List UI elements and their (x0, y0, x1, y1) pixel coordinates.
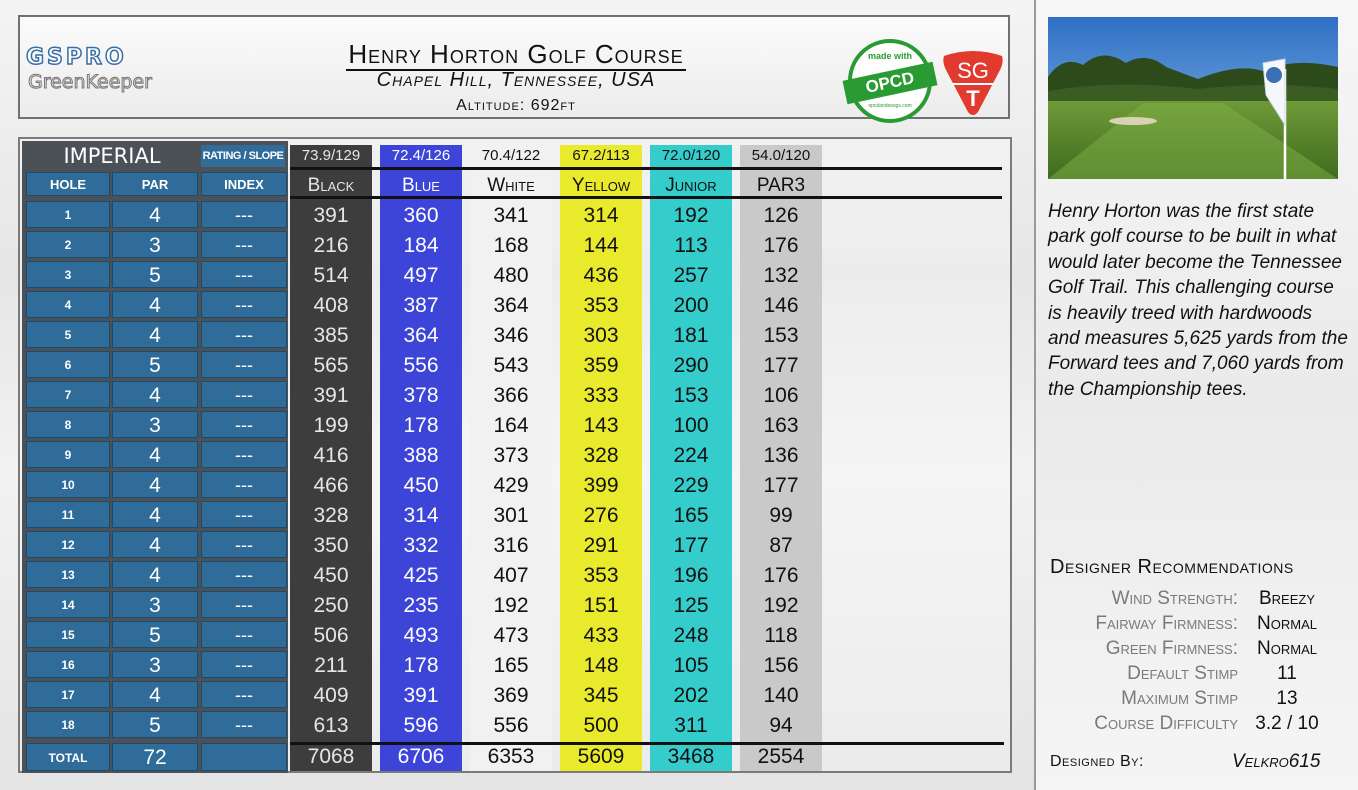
yardage-cell: 556 (403, 354, 439, 377)
yardage-cell: 199 (313, 414, 349, 437)
tee-name: Yellow (571, 175, 631, 196)
yardage-cell: 153 (673, 384, 709, 407)
yardage-cell: 450 (403, 474, 439, 497)
sgt-logo-icon (938, 48, 1008, 118)
yardage-cell: 450 (313, 564, 349, 587)
recommendation-row (1040, 663, 1350, 688)
tee-rating: 54.0/120 (751, 147, 811, 164)
yardage-cell: 276 (583, 504, 619, 527)
index-cell: --- (201, 231, 287, 258)
yardage-cell: 353 (583, 564, 619, 587)
yardage-cell: 248 (673, 624, 709, 647)
yardage-cell: 151 (583, 594, 619, 617)
yardage-cell: 333 (583, 384, 619, 407)
par-cell: 3 (112, 411, 198, 438)
svg-text:T: T (966, 86, 980, 111)
svg-text:SG: SG (957, 58, 989, 83)
par-cell: 4 (112, 201, 198, 228)
hole-header: HOLE (26, 172, 110, 196)
yardage-cell: 387 (403, 294, 439, 317)
yardage-cell: 369 (493, 684, 529, 707)
yardage-cell: 176 (763, 564, 799, 587)
yardage-total: 6353 (487, 745, 535, 768)
hole-cell: 16 (26, 651, 110, 678)
hole-cell: 10 (26, 471, 110, 498)
yardage-cell: 153 (763, 324, 799, 347)
hole-cell: 4 (26, 291, 110, 318)
yardage-cell: 613 (313, 714, 349, 737)
index-cell: --- (201, 471, 287, 498)
yardage-cell: 100 (673, 414, 709, 437)
yardage-cell: 366 (493, 384, 529, 407)
yardage-cell: 385 (313, 324, 349, 347)
yardage-cell: 192 (673, 204, 709, 227)
course-description: Henry Horton was the first state park golf course to be built in what would later become the Tennessee Golf Trail. This challenging course is heavily treed with hardwoods and measures 5,625 yards from the Forward tees and 7,060 yards from the Championship tees. (1048, 201, 1348, 400)
tee-rating: 72.0/120 (661, 147, 721, 164)
index-cell: --- (201, 351, 287, 378)
par-cell: 4 (112, 531, 198, 558)
yardage-total: 5609 (577, 745, 625, 768)
tee-name: PAR3 (756, 175, 806, 196)
recommendation-value: 13 (1276, 688, 1298, 709)
index-cell: --- (201, 651, 287, 678)
yardage-cell: 391 (403, 684, 439, 707)
tee-column-blue (380, 145, 462, 771)
yardage-cell: 192 (763, 594, 799, 617)
yardage-cell: 99 (769, 504, 793, 527)
yardage-cell: 497 (403, 264, 439, 287)
index-cell: --- (201, 501, 287, 528)
yardage-cell: 314 (403, 504, 439, 527)
yardage-cell: 480 (493, 264, 529, 287)
yardage-cell: 314 (583, 204, 619, 227)
par-cell: 5 (112, 261, 198, 288)
tee-rating: 72.4/126 (391, 147, 451, 164)
par-cell: 4 (112, 381, 198, 408)
yardage-cell: 290 (673, 354, 709, 377)
yardage-cell: 378 (403, 384, 439, 407)
yardage-cell: 409 (313, 684, 349, 707)
header-rule-bottom (290, 196, 1002, 199)
yardage-cell: 224 (673, 444, 709, 467)
yardage-cell: 328 (313, 504, 349, 527)
yardage-cell: 543 (493, 354, 529, 377)
gspro-logo: GSPRO (26, 45, 127, 70)
yardage-cell: 140 (763, 684, 799, 707)
yardage-cell: 391 (313, 384, 349, 407)
designer-name: Velkro615 (1232, 751, 1321, 772)
greenkeeper-logo: GreenKeeper (28, 71, 152, 93)
yardage-cell: 87 (769, 534, 793, 557)
tee-column-white (470, 145, 552, 771)
tee-rating: 73.9/129 (301, 147, 361, 164)
yardage-cell: 177 (763, 354, 799, 377)
yardage-cell: 364 (493, 294, 529, 317)
yardage-total: 3468 (667, 745, 715, 768)
yardage-cell: 332 (403, 534, 439, 557)
designed-by-label: Designed By: (1050, 753, 1144, 770)
total-label: TOTAL (26, 743, 110, 771)
yardage-cell: 364 (403, 324, 439, 347)
index-cell: --- (201, 201, 287, 228)
recommendation-label: Green Firmness: (1105, 638, 1238, 659)
par-header: PAR (112, 172, 198, 196)
yardage-cell: 113 (674, 234, 708, 257)
recommendation-label: Wind Strength: (1111, 588, 1238, 609)
index-cell: --- (201, 291, 287, 318)
par-cell: 4 (112, 681, 198, 708)
yardage-cell: 373 (493, 444, 529, 467)
yardage-cell: 106 (763, 384, 799, 407)
yardage-cell: 148 (583, 654, 619, 677)
yardage-cell: 556 (493, 714, 529, 737)
hole-cell: 1 (26, 201, 110, 228)
tee-column-par3 (740, 145, 822, 771)
yardage-cell: 125 (673, 594, 709, 617)
yardage-cell: 311 (674, 714, 708, 737)
yardage-cell: 350 (313, 534, 349, 557)
recommendation-row (1040, 688, 1350, 713)
par-cell: 5 (112, 351, 198, 378)
par-total: 72 (112, 743, 198, 771)
hole-cell: 12 (26, 531, 110, 558)
yardage-cell: 177 (673, 534, 709, 557)
course-location: Chapel Hill, Tennessee, USA (376, 69, 656, 91)
hole-cell: 6 (26, 351, 110, 378)
yardage-cell: 500 (583, 714, 619, 737)
opcd-badge-icon: made with OPCD opcdandeesgs.com (848, 39, 932, 123)
yardage-cell: 143 (583, 414, 619, 437)
total-rule (290, 742, 1004, 745)
hole-cell: 5 (26, 321, 110, 348)
yardage-cell: 353 (583, 294, 619, 317)
index-cell: --- (201, 681, 287, 708)
par-cell: 5 (112, 711, 198, 738)
recommendation-row (1040, 713, 1350, 738)
index-cell: --- (201, 711, 287, 738)
index-cell: --- (201, 381, 287, 408)
yardage-cell: 165 (673, 504, 709, 527)
yardage-cell: 466 (313, 474, 349, 497)
yardage-cell: 178 (403, 414, 439, 437)
yardage-cell: 163 (763, 414, 799, 437)
index-cell: --- (201, 261, 287, 288)
tee-column-black (290, 145, 372, 771)
yardage-cell: 202 (673, 684, 709, 707)
yardage-cell: 596 (403, 714, 439, 737)
yardage-cell: 291 (583, 534, 619, 557)
yardage-cell: 416 (313, 444, 349, 467)
panel-divider (1034, 0, 1036, 790)
index-cell: --- (201, 441, 287, 468)
yardage-cell: 407 (493, 564, 529, 587)
recommendation-label: Fairway Firmness: (1095, 613, 1238, 634)
course-header (18, 15, 1010, 119)
yardage-cell: 184 (403, 234, 439, 257)
yardage-cell: 196 (673, 564, 709, 587)
header-rule-top (290, 167, 1002, 170)
recommendation-value: 3.2 / 10 (1255, 713, 1319, 734)
yardage-cell: 429 (493, 474, 529, 497)
yardage-total: 2554 (757, 745, 805, 768)
yardage-cell: 200 (673, 294, 709, 317)
yardage-cell: 216 (313, 234, 349, 257)
yardage-cell: 425 (403, 564, 439, 587)
hole-cell: 15 (26, 621, 110, 648)
tee-name: Blue (402, 175, 440, 196)
yardage-cell: 301 (493, 504, 529, 527)
yardage-cell: 146 (763, 294, 799, 317)
index-cell: --- (201, 411, 287, 438)
index-cell: --- (201, 591, 287, 618)
yardage-cell: 473 (493, 624, 529, 647)
yardage-cell: 192 (493, 594, 529, 617)
index-cell: --- (201, 321, 287, 348)
index-total (201, 743, 287, 771)
tee-rating: 70.4/122 (481, 147, 541, 164)
index-cell: --- (201, 621, 287, 648)
recommendation-row (1040, 613, 1350, 638)
rating-slope-label: RATING / SLOPE (201, 145, 285, 167)
hole-cell: 14 (26, 591, 110, 618)
yardage-cell: 408 (313, 294, 349, 317)
yardage-cell: 132 (763, 264, 799, 287)
units-label: IMPERIAL (63, 144, 161, 168)
recommendation-label: Maximum Stimp (1121, 688, 1238, 709)
tee-column-junior (650, 145, 732, 771)
yardage-cell: 493 (403, 624, 439, 647)
tee-name: White (487, 175, 535, 196)
par-cell: 4 (112, 291, 198, 318)
yardage-cell: 126 (763, 204, 799, 227)
yardage-cell: 388 (403, 444, 439, 467)
hole-cell: 3 (26, 261, 110, 288)
yardage-total: 7068 (307, 745, 355, 768)
hole-cell: 17 (26, 681, 110, 708)
yardage-cell: 257 (673, 264, 709, 287)
recommendation-value: Normal (1257, 613, 1317, 634)
yardage-cell: 168 (493, 234, 529, 257)
yardage-cell: 105 (673, 654, 709, 677)
yardage-cell: 176 (763, 234, 799, 257)
yardage-cell: 164 (493, 414, 529, 437)
yardage-cell: 165 (493, 654, 529, 677)
yardage-cell: 346 (493, 324, 529, 347)
tee-name: Black (307, 175, 355, 196)
yardage-cell: 303 (583, 324, 619, 347)
hole-cell: 13 (26, 561, 110, 588)
par-cell: 4 (112, 561, 198, 588)
par-cell: 4 (112, 441, 198, 468)
yardage-cell: 391 (313, 204, 349, 227)
hole-cell: 9 (26, 441, 110, 468)
par-cell: 4 (112, 471, 198, 498)
par-cell: 5 (112, 621, 198, 648)
par-cell: 3 (112, 651, 198, 678)
yardage-cell: 345 (583, 684, 619, 707)
par-cell: 4 (112, 501, 198, 528)
yardage-cell: 178 (403, 654, 439, 677)
par-cell: 3 (112, 231, 198, 258)
recommendation-row (1040, 638, 1350, 663)
yardage-cell: 316 (493, 534, 529, 557)
yardage-cell: 250 (313, 594, 349, 617)
recommendation-label: Course Difficulty (1094, 713, 1238, 734)
yardage-total: 6706 (397, 745, 445, 768)
tee-rating: 67.2/113 (572, 147, 630, 164)
yardage-cell: 436 (583, 264, 619, 287)
yardage-cell: 433 (583, 624, 619, 647)
yardage-cell: 399 (583, 474, 619, 497)
yardage-cell: 144 (583, 234, 619, 257)
yardage-cell: 94 (769, 714, 793, 737)
yardage-cell: 156 (763, 654, 799, 677)
yardage-cell: 359 (583, 354, 619, 377)
yardage-cell: 211 (314, 654, 348, 677)
yardage-cell: 360 (403, 204, 439, 227)
tee-name: Junior (665, 175, 717, 196)
hole-cell: 18 (26, 711, 110, 738)
tee-column-yellow (560, 145, 642, 771)
recommendation-label: Default Stimp (1127, 663, 1238, 684)
yardage-cell: 177 (763, 474, 799, 497)
yardage-cell: 118 (764, 624, 798, 647)
recommendation-value: Breezy (1258, 588, 1315, 609)
hole-cell: 11 (26, 501, 110, 528)
yardage-cell: 506 (313, 624, 349, 647)
course-photo (1048, 17, 1338, 179)
yardage-cell: 229 (673, 474, 709, 497)
course-altitude: Altitude: 692ft (456, 97, 576, 114)
yardage-cell: 181 (673, 324, 709, 347)
yardage-cell: 328 (583, 444, 619, 467)
hole-cell: 2 (26, 231, 110, 258)
recommendation-value: Normal (1257, 638, 1317, 659)
scorecard-table (18, 137, 1012, 773)
yardage-cell: 235 (403, 594, 439, 617)
index-header: INDEX (201, 172, 287, 196)
yardage-cell: 514 (313, 264, 349, 287)
par-cell: 4 (112, 321, 198, 348)
yardage-cell: 565 (313, 354, 349, 377)
recommendation-value: 11 (1277, 663, 1297, 684)
yardage-cell: 136 (763, 444, 799, 467)
recommendation-row (1040, 588, 1350, 613)
recommendations-title: Designer Recommendations (1050, 556, 1294, 578)
course-name: Henry Horton Golf Course (348, 39, 684, 69)
hole-cell: 8 (26, 411, 110, 438)
index-cell: --- (201, 531, 287, 558)
yardage-cell: 341 (493, 204, 529, 227)
index-cell: --- (201, 561, 287, 588)
hole-cell: 7 (26, 381, 110, 408)
par-cell: 3 (112, 591, 198, 618)
